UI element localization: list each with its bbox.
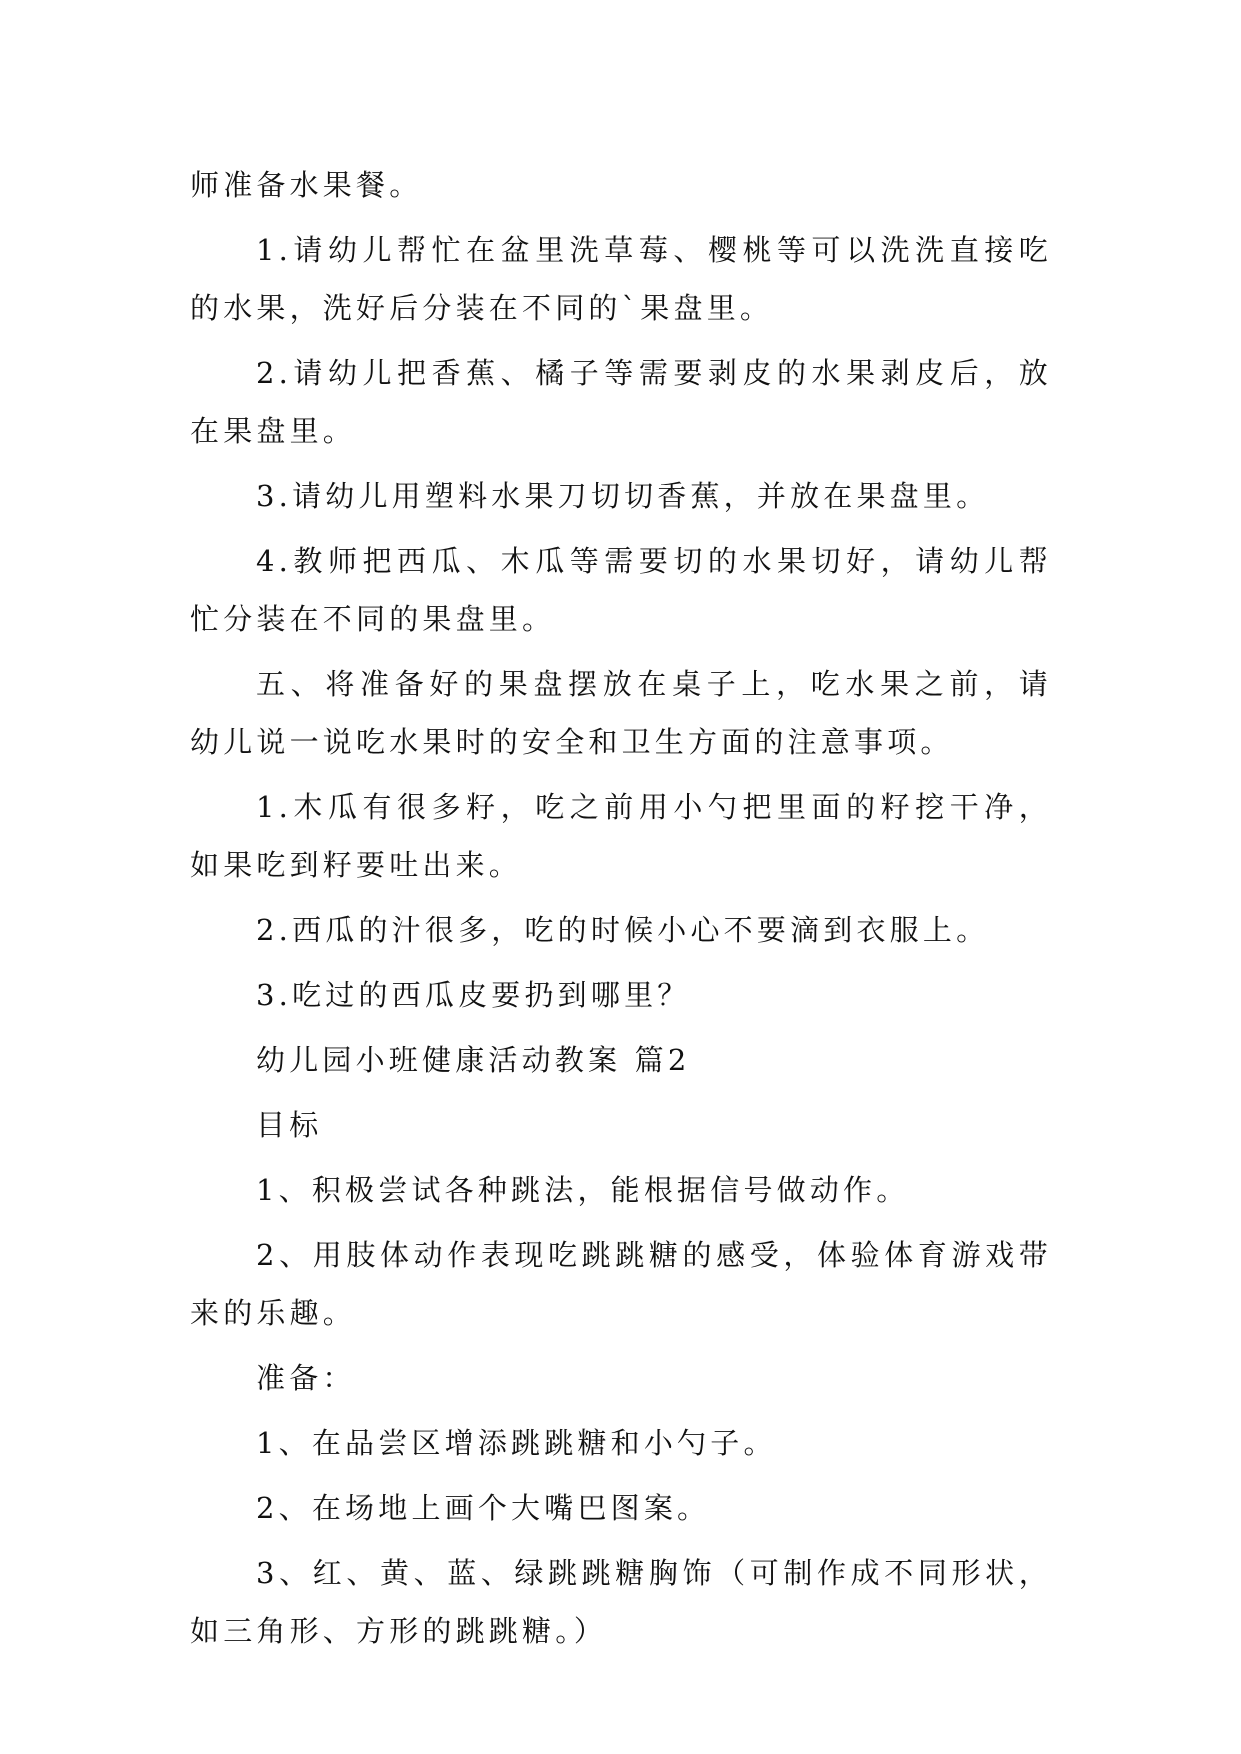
subheading: 目标 (256, 1108, 323, 1142)
subheading: 准备： (256, 1361, 356, 1395)
paragraph: 1、积极尝试各种跳法，能根据信号做动作。 (256, 1173, 910, 1207)
paragraph: 2.请幼儿把香蕉、橘子等需要剥皮的水果剥皮后，放在果盘里。 (190, 356, 1052, 448)
paragraph: 1、在品尝区增添跳跳糖和小勺子。 (256, 1426, 777, 1460)
document-body (190, 156, 1052, 1667)
paragraph: 五、将准备好的果盘摆放在桌子上，吃水果之前，请幼儿说一说吃水果时的安全和卫生方面的注意事项。 (190, 667, 1052, 759)
paragraph: 2、在场地上画个大嘴巴图案。 (256, 1491, 711, 1525)
paragraph: 师准备水果餐。 (190, 168, 423, 202)
paragraph: 1.请幼儿帮忙在盆里洗草莓、樱桃等可以洗洗直接吃的水果，洗好后分装在不同的`果盘里。 (190, 233, 1052, 325)
paragraph: 3.吃过的西瓜皮要扔到哪里？ (256, 978, 691, 1012)
paragraph: 3.请幼儿用塑料水果刀切切香蕉，并放在果盘里。 (256, 479, 990, 513)
paragraph: 4.教师把西瓜、木瓜等需要切的水果切好，请幼儿帮忙分装在不同的果盘里。 (190, 544, 1052, 636)
paragraph: 2.西瓜的汁很多，吃的时候小心不要滴到衣服上。 (256, 913, 990, 947)
paragraph: 3、红、黄、蓝、绿跳跳糖胸饰（可制作成不同形状，如三角形、方形的跳跳糖。） (190, 1556, 1052, 1648)
section-heading: 幼儿园小班健康活动教案 篇2 (256, 1043, 691, 1077)
paragraph: 1.木瓜有很多籽，吃之前用小勺把里面的籽挖干净，如果吃到籽要吐出来。 (190, 790, 1052, 882)
paragraph: 2、用肢体动作表现吃跳跳糖的感受，体验体育游戏带来的乐趣。 (190, 1238, 1052, 1330)
